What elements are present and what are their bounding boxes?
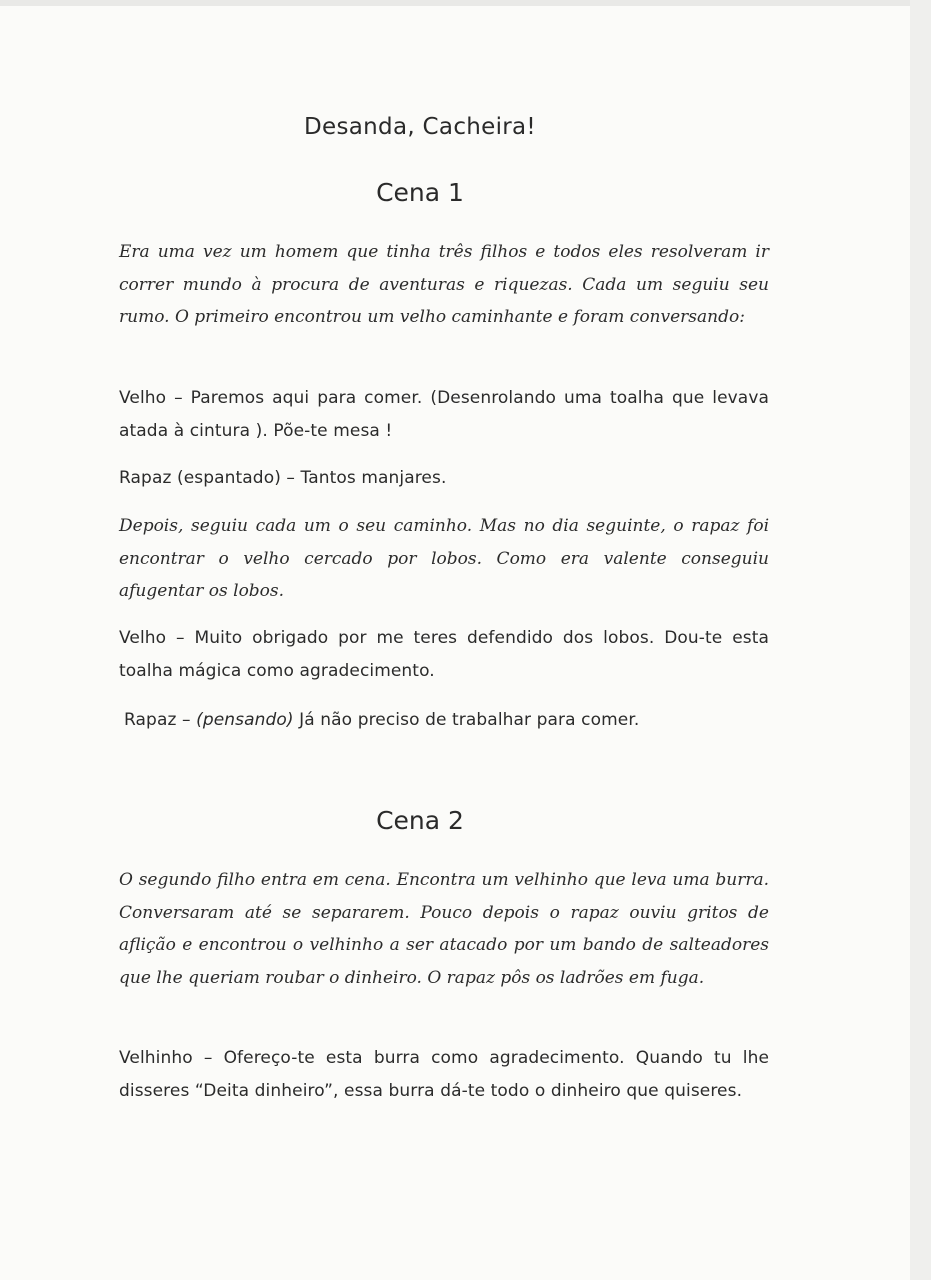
scene-1-dialogue-velho-2: Velho – Muito obrigado por me teres defendido dos lobos. Dou-te esta toalha mágica como agradecimento. xyxy=(119,628,769,681)
dialogue-text: Já não preciso de trabalhar para comer. xyxy=(299,710,640,730)
scene-1-dialogue-velho-1: Velho – Paremos aqui para comer. (Desenrolando uma toalha que levava atada à cintura ). Põe-te mesa ! xyxy=(119,388,769,441)
document-title: Desanda, Cacheira! xyxy=(304,114,536,140)
scene-2-narration-1: O segundo filho entra em cena. Encontra um velhinho que leva uma burra. Conversaram até se separarem. Pouco depois o rapaz ouviu gritos de aflição e encontrou o velhinho a ser atacado por um bando de salteadores que lhe queriam roubar o dinheiro. O rapaz pôs os ladrões em fuga. xyxy=(119,870,769,988)
scene-2-heading: Cena 2 xyxy=(376,806,464,835)
speaker-label: Rapaz – xyxy=(124,710,191,730)
scene-1-heading: Cena 1 xyxy=(376,178,464,207)
scene-1-narration-1: Era uma vez um homem que tinha três filhos e todos eles resolveram ir correr mundo à procura de aventuras e riquezas. Cada um seguiu seu rumo. O primeiro encontrou um velho caminhante e foram conversando: xyxy=(119,242,769,327)
scene-1-dialogue-rapaz-2 xyxy=(124,704,774,737)
scan-edge xyxy=(910,0,931,1280)
stage-direction: (pensando) xyxy=(196,710,294,730)
scene-1-narration-2: Depois, seguiu cada um o seu caminho. Mas no dia seguinte, o rapaz foi encontrar o velho cercado por lobos. Como era valente conseguiu afugentar os lobos. xyxy=(119,516,769,601)
scene-2-dialogue-velhinho: Velhinho – Ofereço-te esta burra como agradecimento. Quando tu lhe disseres “Deita dinheiro”, essa burra dá-te todo o dinheiro que quiseres. xyxy=(119,1048,769,1101)
scene-1-dialogue-rapaz-1: Rapaz (espantado) – Tantos manjares. xyxy=(119,468,447,488)
